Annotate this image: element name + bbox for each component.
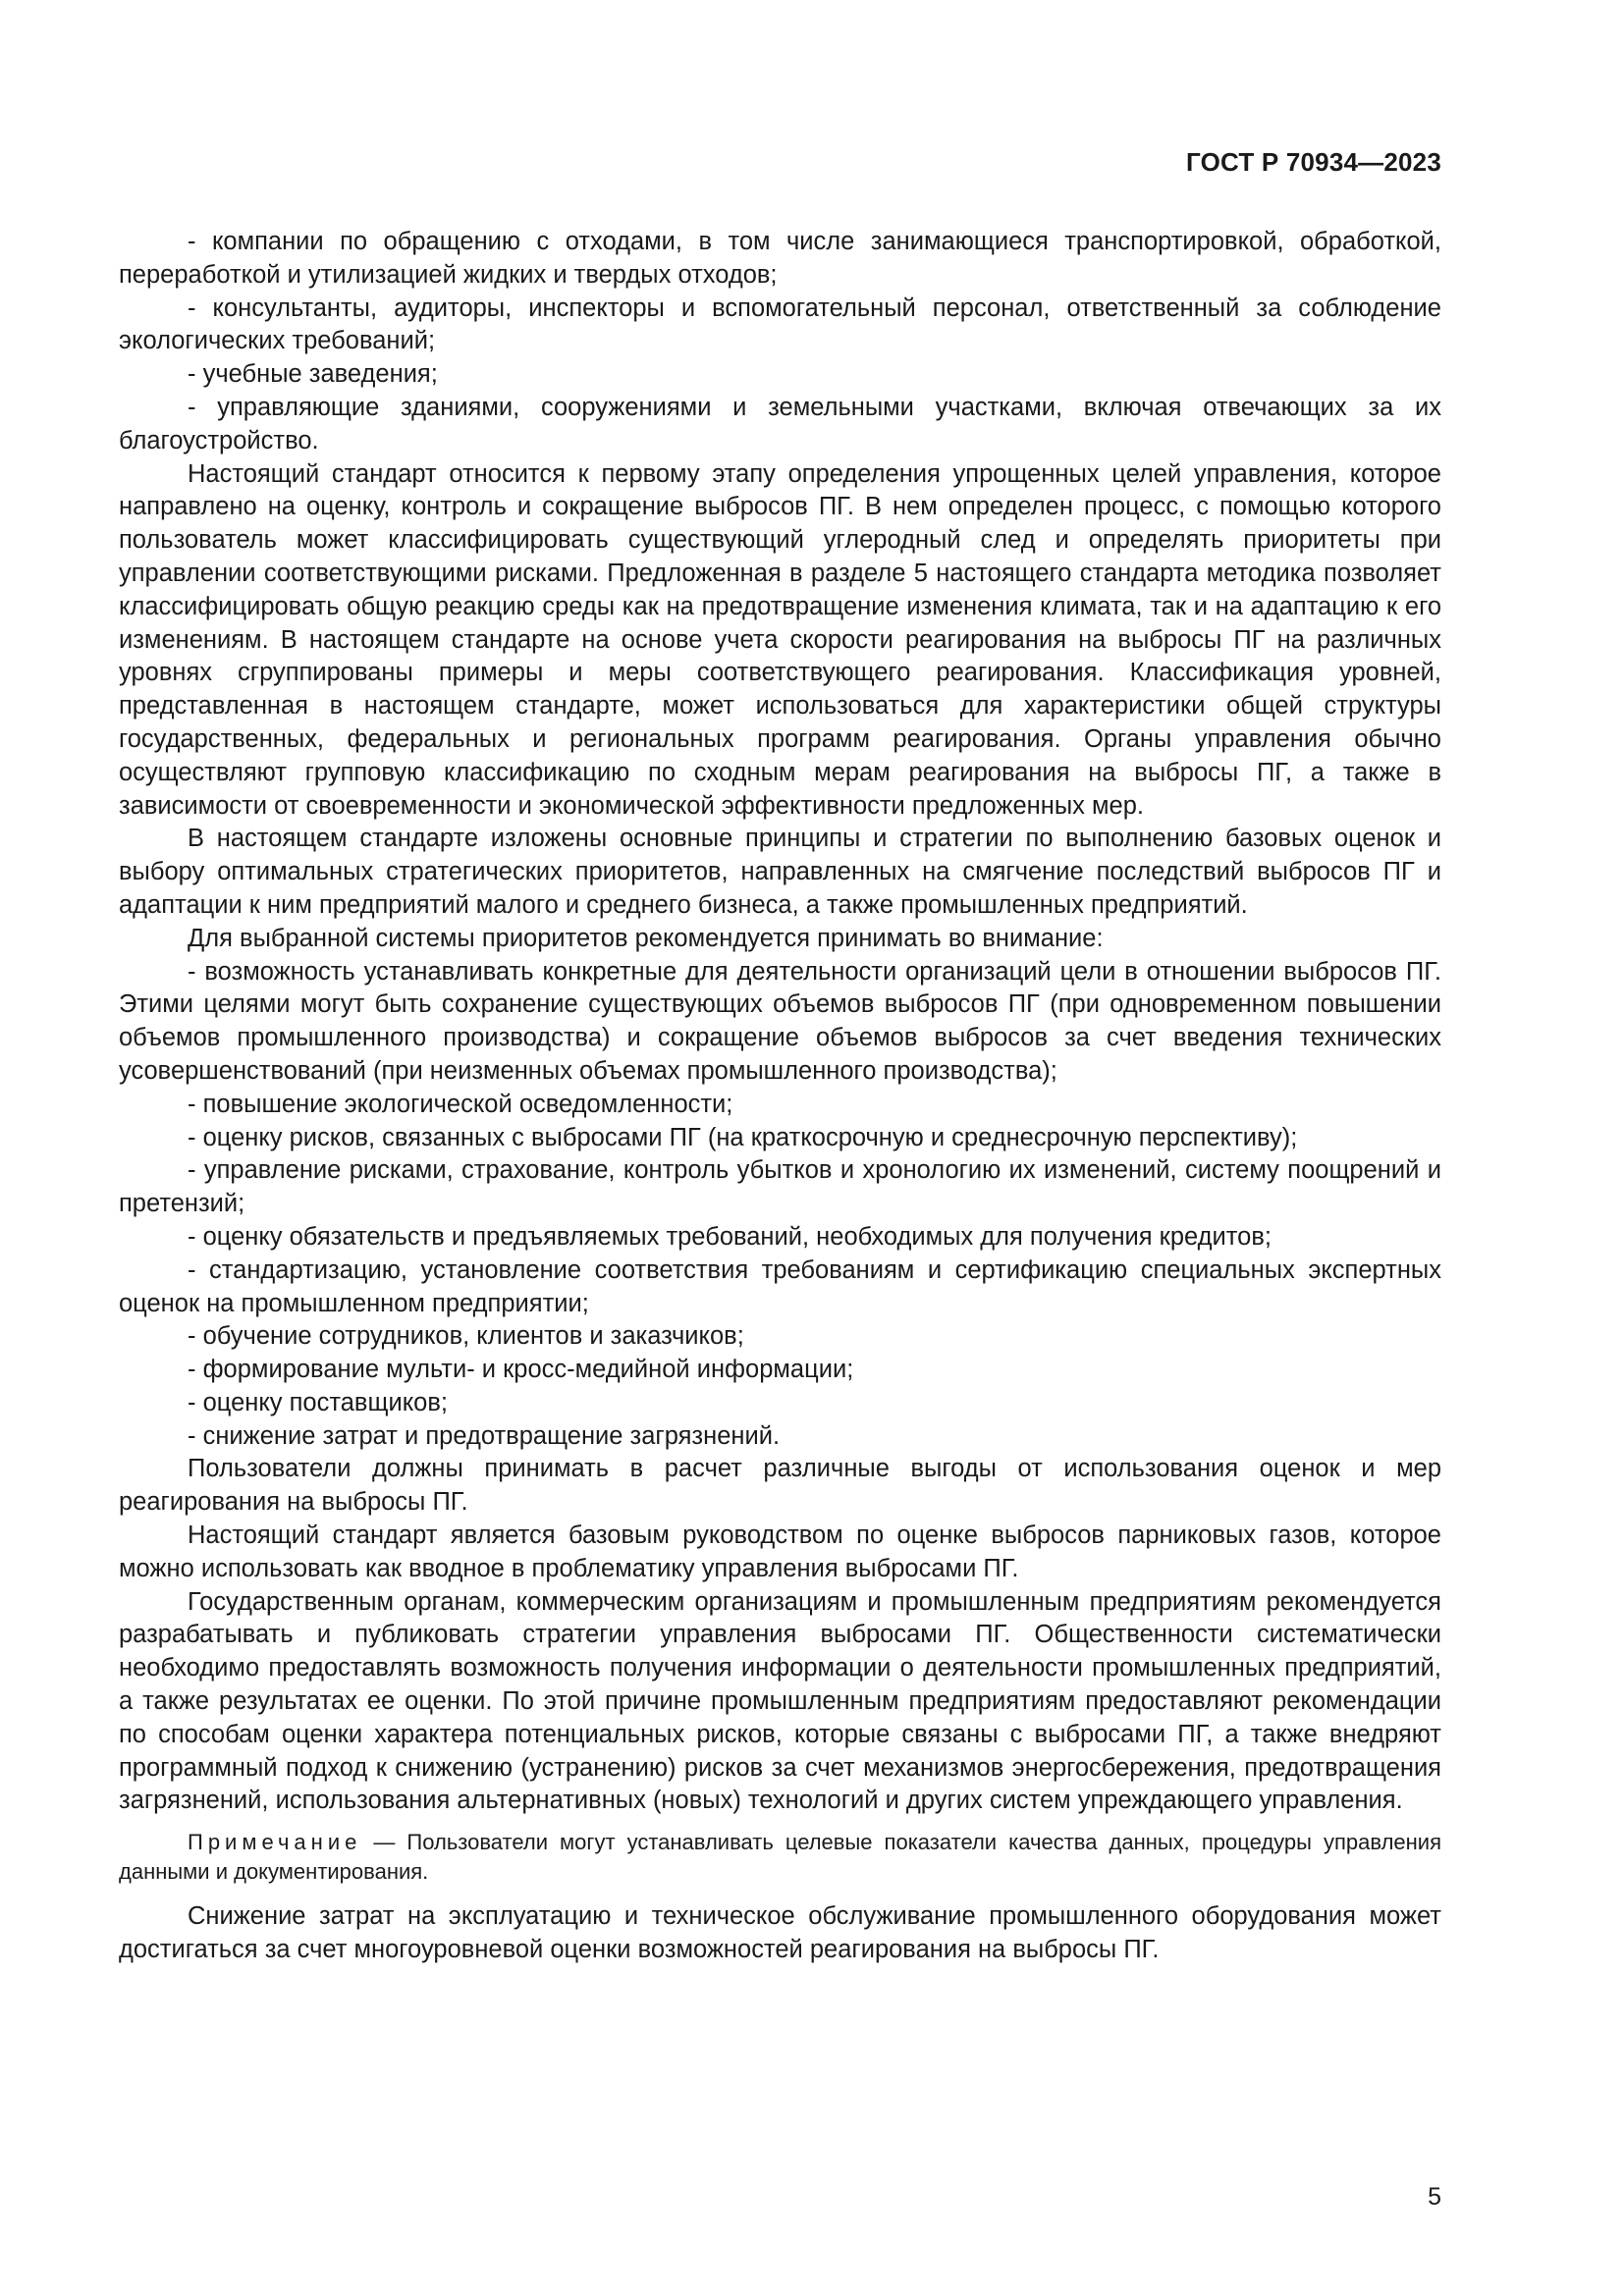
paragraph-list-item-goals: - возможность устанавливать конкретные для деятельности организаций цели в отношении выбросов ПГ. Этими целями могут быть сохранение существующих объемов выбросов ПГ (при одновременном повышении объемов промышленного производства) и сокращение объемов выбросов за счет введения технических усовершенствований (при неизменных объемах промышленного производства); xyxy=(119,957,1441,1085)
paragraph-list-item-risk-management: - управление рисками, страхование, контроль убытков и хронологию их изменений, систему поощрений и претензий; xyxy=(119,1156,1441,1218)
paragraph-list-item-standardization: - стандартизацию, установление соответствия требованиям и сертификацию специальных экспертных оценок на промышленном предприятии; xyxy=(119,1255,1441,1317)
paragraph-list-item-awareness: - повышение экологической осведомленности; xyxy=(188,1090,733,1118)
paragraph-list-item-education: - учебные заведения; xyxy=(188,360,438,389)
paragraph-scope: Настоящий стандарт относится к первому этапу определения упрощенных целей управления, которое направлено на оценку, контроль и сокращение выбросов ПГ. В нем определен процесс, с помощью которого пользователь может классифицировать существующий углеродный след и определять приоритеты при управлении соответствующими рисками. Предложенная в разделе 5 настоящего стандарта методика позволяет классифицировать общую реакцию среды как на предотвращение изменения климата, так и на адаптацию к его изменениям. В настоящем стандарте на основе учета скорости реагирования на выбросы ПГ на различных уровнях сгруппированы примеры и меры соответствующего реагирования. Классификация уровней, представленная в настоящем стандарте, может использоваться для характеристики общей структуры государственных, федеральных и региональных программ реагирования. Органы управления обычно осуществляют групповую классификацию по сходным мерам реагирования на выбросы ПГ, а также в зависимости от своевременности и экономической эффективности предложенных мер. xyxy=(119,459,1441,820)
paragraph-priorities-intro: Для выбранной системы приоритетов рекомендуется принимать во внимание: xyxy=(188,924,1104,952)
paragraph-guide: Настоящий стандарт является базовым руководством по оценке выбросов парниковых газов, которое можно использовать как вводное в проблематику управления выбросами ПГ. xyxy=(119,1522,1441,1582)
note xyxy=(119,1828,1441,1887)
document-body xyxy=(119,226,1441,1967)
page-number: 5 xyxy=(1428,2183,1441,2211)
paragraph-list-item-consultants: - консультанты, аудиторы, инспекторы и вспомогательный персонал, ответственный за соблюдение экологических требований; xyxy=(119,294,1441,355)
paragraph-list-item-obligations: - оценку обязательств и предъявляемых требований, необходимых для получения кредитов; xyxy=(188,1222,1272,1251)
document-code: ГОСТ Р 70934—2023 xyxy=(1186,147,1441,177)
note-label: Примечание xyxy=(188,1830,362,1855)
paragraph-closing: Снижение затрат на эксплуатацию и техническое обслуживание промышленного оборудования может достигаться за счет многоуровневой оценки возможностей реагирования на выбросы ПГ. xyxy=(119,1902,1441,1964)
paragraph-list-item-waste: - компании по обращению с отходами, в том числе занимающиеся транспортировкой, обработкой, переработкой и утилизацией жидких и твердых отходов; xyxy=(119,228,1441,289)
paragraph-list-item-costs: - снижение затрат и предотвращение загрязнений. xyxy=(188,1421,781,1450)
paragraph-list-item-risk-assessment: - оценку рисков, связанных с выбросами ПГ (на краткосрочную и среднесрочную перспективу); xyxy=(188,1123,1298,1151)
paragraph-list-item-buildings: - управляющие зданиями, сооружениями и земельными участками, включая отвечающих за их благоустройство. xyxy=(119,393,1441,454)
paragraph-strategies: Государственным органам, коммерческим организациям и промышленным предприятиям рекомендуется разрабатывать и публиковать стратегии управления выбросами ПГ. Общественности систематически необходимо предоставлять возможность получения информации о деятельности промышленных предприятий, а также результатах ее оценки. По этой причине промышленным предприятиям предоставляют рекомендации по способам оценки характера потенциальных рисков, которые связаны с выбросами ПГ, а также внедряют программный подход к снижению (устранению) рисков за счет механизмов энергосбережения, предотвращения загрязнений, использования альтернативных (новых) технологий и других систем упреждающего управления. xyxy=(119,1587,1441,1815)
paragraph-list-item-suppliers: - оценку поставщиков; xyxy=(188,1388,448,1416)
note-text: — Пользователи могут устанавливать целевые показатели качества данных, процедуры управления данными и документирования. xyxy=(119,1830,1441,1885)
paragraph-list-item-training: - обучение сотрудников, клиентов и заказчиков; xyxy=(188,1322,744,1351)
paragraph-benefits: Пользователи должны принимать в расчет различные выгоды от использования оценок и мер реагирования на выбросы ПГ. xyxy=(119,1455,1441,1517)
paragraph-principles: В настоящем стандарте изложены основные принципы и стратегии по выполнению базовых оценок и выбору оптимальных стратегических приоритетов, направленных на смягчение последствий выбросов ПГ и адаптации к ним предприятий малого и среднего бизнеса, а также промышленных предприятий. xyxy=(119,825,1441,919)
paragraph-list-item-media: - формирование мульти- и кросс-медийной информации; xyxy=(188,1356,854,1384)
